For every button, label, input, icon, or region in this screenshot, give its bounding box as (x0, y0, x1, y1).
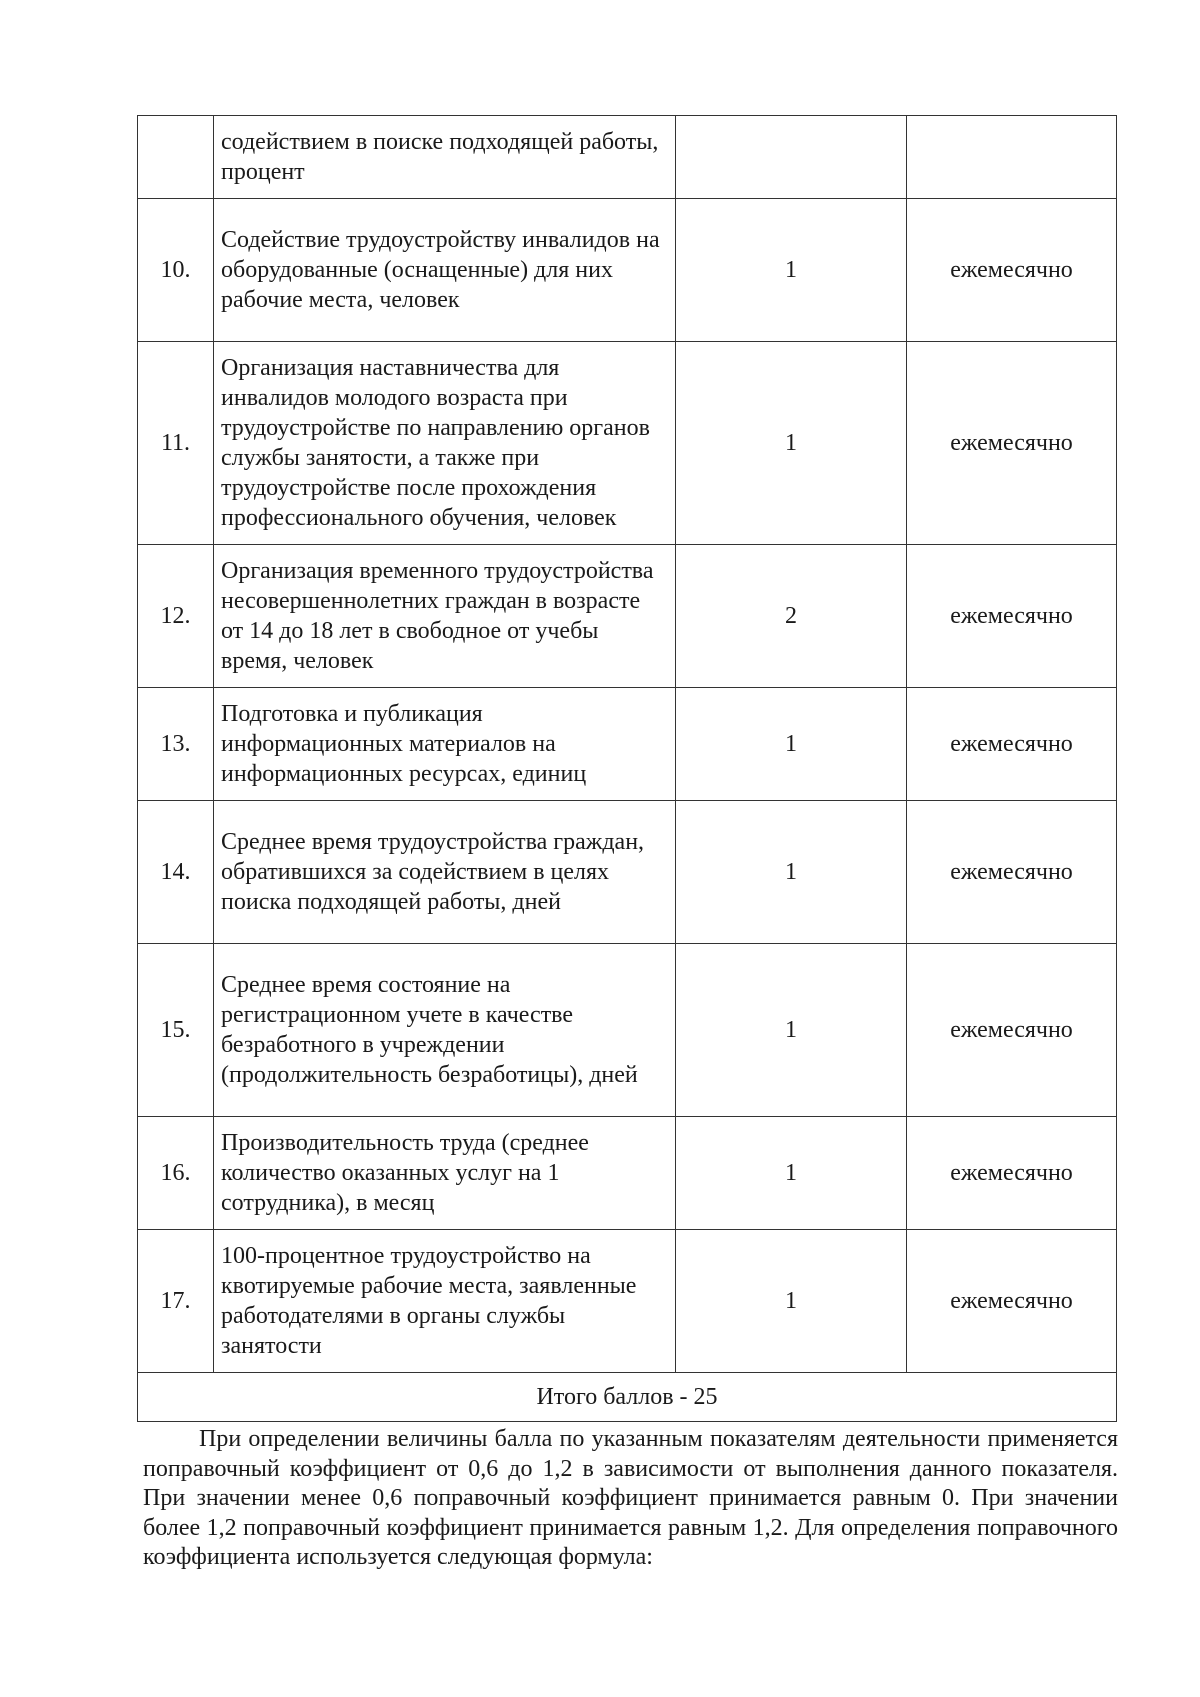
row-number (138, 116, 214, 199)
indicator-period: ежемесячно (907, 944, 1117, 1117)
indicator-score: 2 (676, 545, 907, 688)
indicator-name: Организация наставничества для инвалидов молодого возраста при трудоустройстве по направлению органов службы занятости, а также при трудоустройстве после прохождения профессионального обучения, человек (214, 342, 676, 545)
table-row (138, 199, 1117, 342)
indicators-table (137, 115, 1117, 1422)
indicator-score: 1 (676, 944, 907, 1117)
table-row (138, 342, 1117, 545)
indicator-name: Организация временного трудоустройства несовершеннолетних граждан в возрасте от 14 до 18 лет в свободное от учебы время, человек (214, 545, 676, 688)
indicator-period (907, 116, 1117, 199)
row-number: 11. (138, 342, 214, 545)
table-row (138, 688, 1117, 801)
row-number: 14. (138, 801, 214, 944)
indicator-score (676, 116, 907, 199)
row-number: 16. (138, 1117, 214, 1230)
paragraph-text: При определении величины балла по указанным показателям деятельности применяется поправочный коэффициент от 0,6 до 1,2 в зависимости от выполнения данного показателя. При значении менее 0,6 поправочный коэффициент принимается равным 0. При значении более 1,2 поправочный коэффициент принимается равным 1,2. Для определения поправочного коэффициента используется следующая формула: (143, 1426, 1118, 1570)
indicator-score: 1 (676, 1230, 907, 1373)
table-row (138, 545, 1117, 688)
table-row (138, 116, 1117, 199)
row-number: 17. (138, 1230, 214, 1373)
indicator-period: ежемесячно (907, 199, 1117, 342)
indicator-score: 1 (676, 1117, 907, 1230)
indicator-score: 1 (676, 342, 907, 545)
row-number: 15. (138, 944, 214, 1117)
indicator-name: Среднее время состояние на регистрационном учете в качестве безработного в учреждении (продолжительность безработицы), дней (214, 944, 676, 1117)
indicator-name: содействием в поиске подходящей работы, процент (214, 116, 676, 199)
indicator-period: ежемесячно (907, 1117, 1117, 1230)
indicator-period: ежемесячно (907, 1230, 1117, 1373)
correction-coefficient-paragraph (143, 1425, 1118, 1573)
row-number: 10. (138, 199, 214, 342)
indicator-name: Производительность труда (среднее количество оказанных услуг на 1 сотрудника), в месяц (214, 1117, 676, 1230)
table-row (138, 1117, 1117, 1230)
indicator-period: ежемесячно (907, 688, 1117, 801)
indicator-period: ежемесячно (907, 801, 1117, 944)
indicator-name: 100-процентное трудоустройство на квотируемые рабочие места, заявленные работодателями в органы службы занятости (214, 1230, 676, 1373)
indicator-score: 1 (676, 688, 907, 801)
indicator-name: Содействие трудоустройству инвалидов на оборудованные (оснащенные) для них рабочие места, человек (214, 199, 676, 342)
row-number: 13. (138, 688, 214, 801)
total-row (138, 1373, 1117, 1422)
indicator-name: Подготовка и публикация информационных материалов на информационных ресурсах, единиц (214, 688, 676, 801)
table-row (138, 801, 1117, 944)
total-score: Итого баллов - 25 (138, 1373, 1117, 1422)
indicator-name: Среднее время трудоустройства граждан, обратившихся за содействием в целях поиска подходящей работы, дней (214, 801, 676, 944)
indicator-score: 1 (676, 199, 907, 342)
indicator-period: ежемесячно (907, 342, 1117, 545)
table-row (138, 944, 1117, 1117)
indicator-period: ежемесячно (907, 545, 1117, 688)
table-row (138, 1230, 1117, 1373)
row-number: 12. (138, 545, 214, 688)
indicator-score: 1 (676, 801, 907, 944)
